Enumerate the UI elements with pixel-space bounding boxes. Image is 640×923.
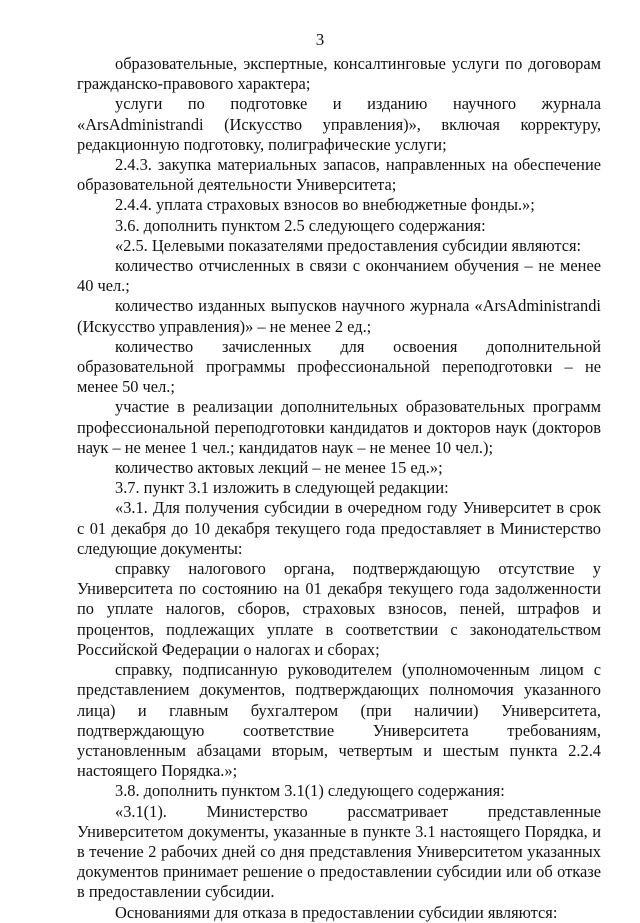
paragraph-graduates-count: количество отчисленных в связи с окончанием обучения – не менее 40 чел.; (77, 256, 601, 296)
page-number: 3 (315, 30, 325, 49)
paragraph-2-4-4: 2.4.4. уплата страховых взносов во внебюджетные фонды.»; (115, 195, 535, 215)
paragraph-2-4-3: 2.4.3. закупка материальных запасов, направленных на обеспечение образовательной деятельности Университета; (77, 155, 601, 195)
paragraph-3-8: 3.8. дополнить пунктом 3.1(1) следующего содержания: (115, 781, 505, 801)
paragraph-tax-certificate: справку налогового органа, подтверждающую отсутствие у Университета по состоянию на 01 декабря текущего года задолженности по уплате налогов, сборов, страховых взносов, пеней, штрафов и процентов, подлежащих уплате в соответствии с законодательством Российской Федерации о налогах и сборах; (77, 559, 601, 659)
paragraph-3-1: «3.1. Для получения субсидии в очередном году Университет в срок с 01 декабря до 10 декабря текущего года предоставляет в Министерство следующие документы: (77, 498, 601, 558)
paragraph-2-5-heading: «2.5. Целевыми показателями предоставления субсидии являются: (115, 235, 582, 255)
paragraph-programs-participation: участие в реализации дополнительных образовательных программ профессиональной переподготовки кандидатов и докторов наук (докторов наук – не менее 1 чел.; кандидатов наук – не менее 10 чел.); (77, 397, 601, 457)
document-body (77, 54, 601, 923)
paragraph-journal-issues-count: количество изданных выпусков научного журнала «ArsAdministrandi (Искусство управления)» – не менее 2 ед.; (77, 296, 601, 336)
paragraph-signed-certificate: справку, подписанную руководителем (уполномоченным лицом с представлением документов, подтверждающих полномочия указанного лица) и главным бухгалтером (при наличии) Университета, подтверждающую соответствие Университета требованиям, установленным абзацами вторым, четвертым и шестым пункта 2.2.4 настоящего Порядка.»; (77, 660, 601, 781)
paragraph-consulting-services: образовательные, экспертные, консалтинговые услуги по договорам гражданско-правового характера; (77, 54, 601, 94)
paragraph-journal-services: услуги по подготовке и изданию научного журнала «ArsAdministrandi (Искусство управления)», включая корректуру, редакционную подготовку, полиграфические услуги; (77, 94, 601, 154)
paragraph-enrolled-count: количество зачисленных для освоения дополнительной образовательной программы профессиональной переподготовки – не менее 50 чел.; (77, 336, 601, 397)
paragraph-3-7: 3.7. пункт 3.1 изложить в следующей редакции: (115, 478, 449, 498)
paragraph-3-6: 3.6. дополнить пунктом 2.5 следующего содержания: (115, 215, 486, 235)
paragraph-lectures-count: количество актовых лекций – не менее 15 ед.»; (115, 458, 443, 478)
paragraph-refusal-grounds: Основаниями для отказа в предоставлении субсидии являются: (115, 902, 558, 922)
paragraph-3-1-1: «3.1(1). Министерство рассматривает представленные Университетом документы, указанные в пункте 3.1 настоящего Порядка, и в течение 2 рабочих дней со дня представления Университетом указанных документов принимает решение о предоставлении субсидии или об отказе в предоставлении субсидии. (77, 801, 601, 902)
